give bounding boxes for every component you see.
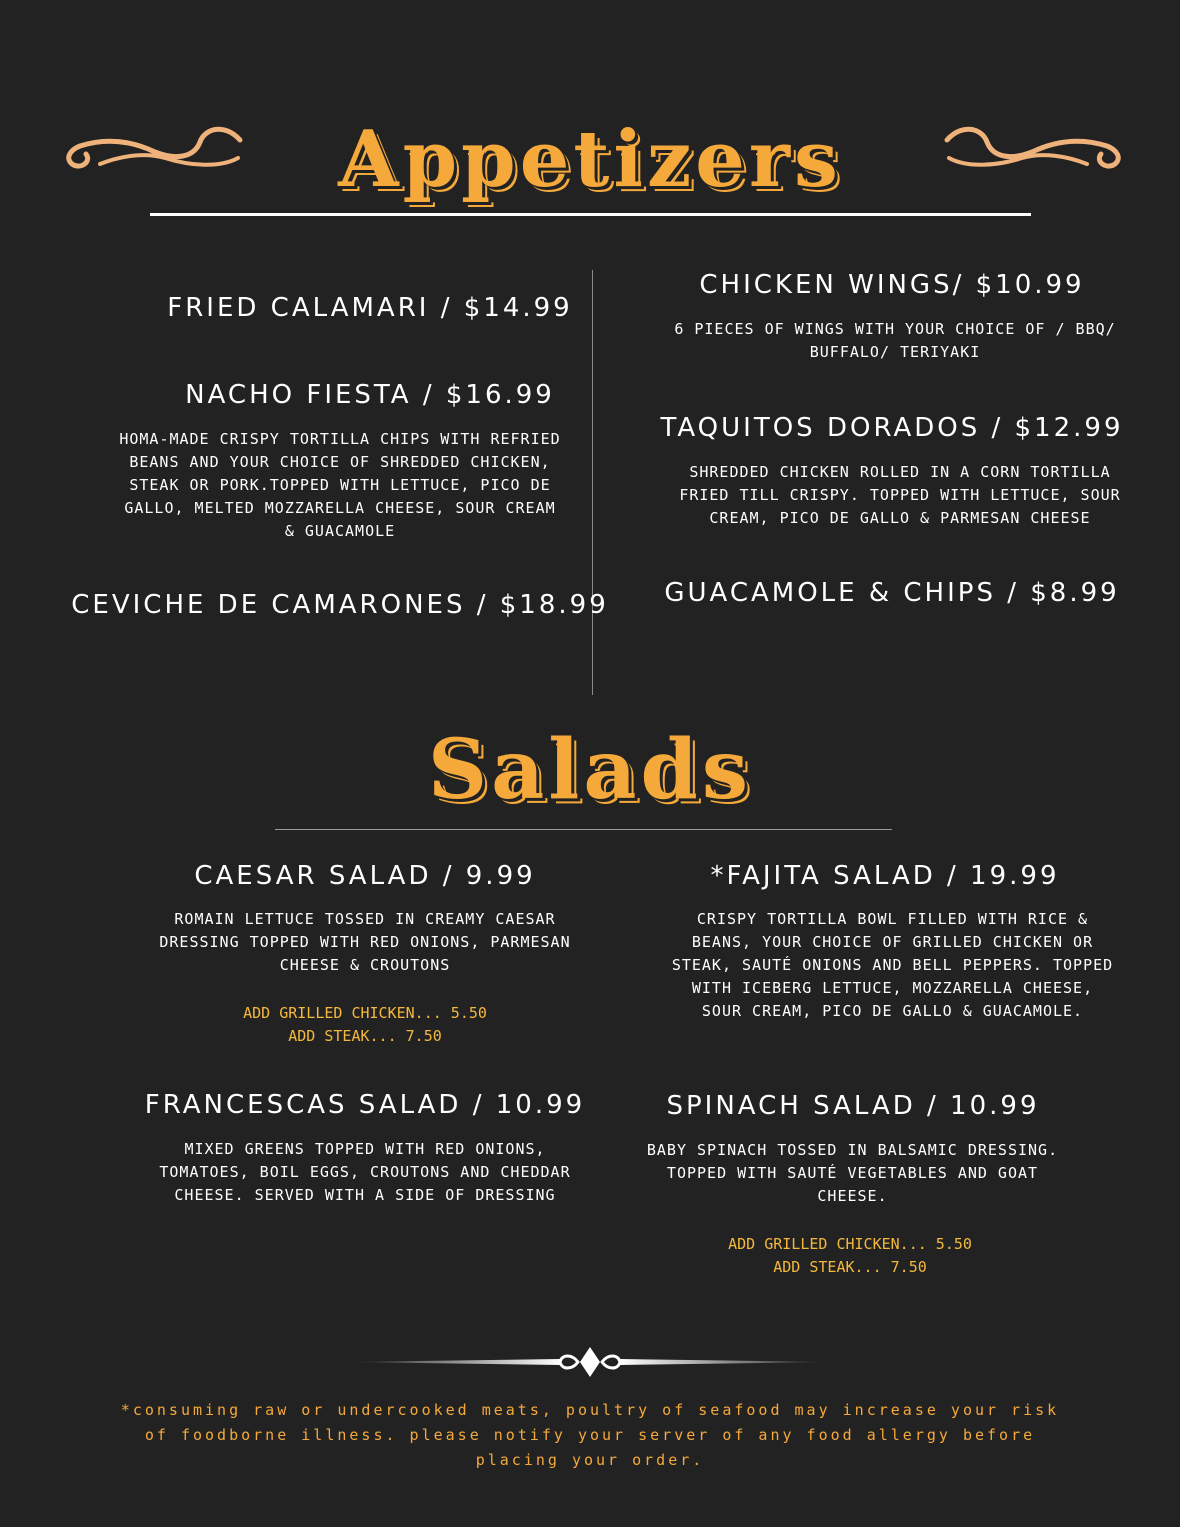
item-desc-taquitos: SHREDDED CHICKEN ROLLED IN A CORN TORTILLA FRIED TILL CRISPY. TOPPED WITH LETTUCE, SOUR CREAM, PICO DE GALLO & PARMESAN CHEESE: [679, 463, 1121, 527]
item-title-caesar-salad: CAESAR SALAD / 9.99: [194, 861, 536, 891]
item-title-chicken-wings: CHICKEN WINGS/ $10.99: [699, 270, 1085, 300]
salads-divider: [275, 829, 892, 830]
item-desc-fajita-salad: CRISPY TORTILLA BOWL FILLED WITH RICE & BEANS, YOUR CHOICE OF GRILLED CHICKEN OR STEAK, SAUTÉ ONIONS AND BELL PEPPERS. TOPPED WITH ICEBERG LETTUCE, MOZZARELLA CHEESE, SOUR CREAM, PICO DE GALLO & GUACAMOLE.: [671, 910, 1114, 1020]
addon-spinach-chicken: ADD GRILLED CHICKEN... 5.50: [728, 1235, 972, 1253]
divider-ornament-icon: [350, 1344, 830, 1380]
salads-heading: Salads: [427, 722, 753, 818]
item-title-nacho-fiesta: NACHO FIESTA / $16.99: [185, 380, 555, 410]
column-divider: [592, 270, 593, 695]
item-title-fajita-salad: *FAJITA SALAD / 19.99: [710, 861, 1060, 891]
item-desc-caesar-salad: ROMAIN LETTUCE TOSSED IN CREAMY CAESAR DRESSING TOPPED WITH RED ONIONS, PARMESAN CHEESE & CROUTONS: [159, 910, 571, 974]
right-flourish-icon: [942, 118, 1127, 178]
item-title-guacamole: GUACAMOLE & CHIPS / $8.99: [664, 578, 1120, 608]
item-title-spinach-salad: SPINACH SALAD / 10.99: [666, 1091, 1040, 1121]
disclaimer-text: *consuming raw or undercooked meats, poultry of seafood may increase your risk of foodborne illness. please notify your server of any food allergy before placing your order.: [120, 1401, 1060, 1469]
addon-caesar-steak: ADD STEAK... 7.50: [288, 1027, 442, 1045]
addon-caesar-chicken: ADD GRILLED CHICKEN... 5.50: [243, 1004, 487, 1022]
addon-spinach-steak: ADD STEAK... 7.50: [773, 1258, 927, 1276]
item-title-taquitos: TAQUITOS DORADOS / $12.99: [660, 413, 1124, 443]
item-title-francescas-salad: FRANCESCAS SALAD / 10.99: [144, 1090, 586, 1120]
item-desc-francescas-salad: MIXED GREENS TOPPED WITH RED ONIONS, TOMATOES, BOIL EGGS, CROUTONS AND CHEDDAR CHEESE. SERVED WITH A SIDE OF DRESSING: [159, 1140, 571, 1204]
item-title-fried-calamari: FRIED CALAMARI / $14.99: [167, 293, 573, 323]
left-flourish-icon: [60, 118, 245, 178]
appetizers-divider: [150, 213, 1031, 216]
item-desc-nacho-fiesta: HOMA-MADE CRISPY TORTILLA CHIPS WITH REFRIED BEANS AND YOUR CHOICE OF SHREDDED CHICKEN, STEAK OR PORK.TOPPED WITH LETTUCE, PICO DE GALLO, MELTED MOZZARELLA CHEESE, SOUR CREAM & GUACAMOLE: [119, 430, 561, 540]
item-desc-chicken-wings: 6 PIECES OF WINGS WITH YOUR CHOICE OF / BBQ/ BUFFALO/ TERIYAKI: [674, 320, 1116, 361]
item-desc-spinach-salad: BABY SPINACH TOSSED IN BALSAMIC DRESSING. TOPPED WITH SAUTÉ VEGETABLES AND GOAT CHEESE.: [646, 1141, 1059, 1205]
item-title-ceviche: CEVICHE DE CAMARONES / $18.99: [71, 590, 609, 620]
appetizers-heading: Appetizers: [338, 114, 842, 205]
